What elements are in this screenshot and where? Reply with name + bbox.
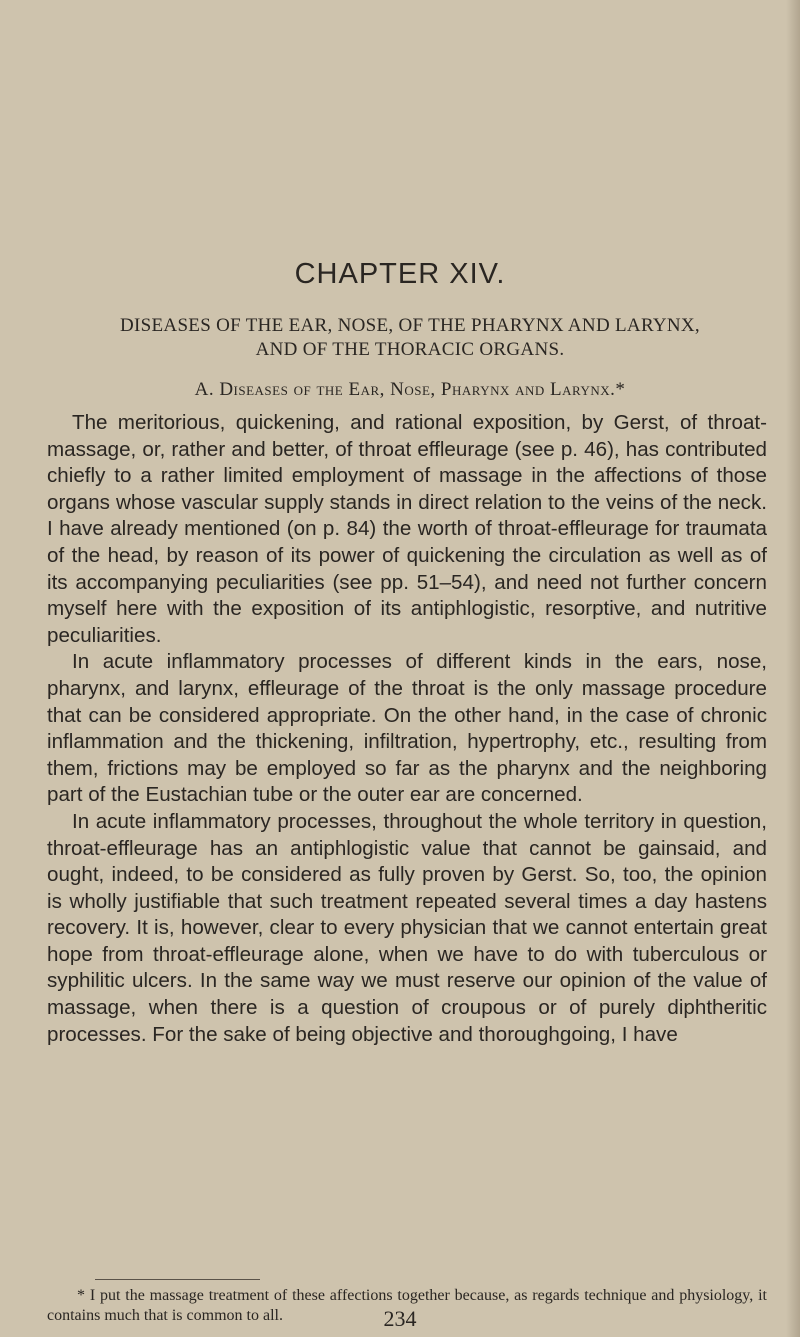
body-text xyxy=(47,410,767,1048)
footnote-divider xyxy=(95,1279,260,1280)
paragraph: In acute inflammatory processes, throughout the whole territory in question, throat-effleurage has an antiphlogistic value that cannot be gainsaid, and ought, indeed, to be considered as fully proven by Gerst. So, too, the opinion is wholly justifiable that such treatment repeated several times a day hastens recovery. It is, however, clear to every physician that we cannot entertain great hope from throat-effleurage alone, when we have to do with tuberculous or syphilitic ulcers. In the same way we must reserve our opinion of the value of massage, when there is a question of croupous or of purely diphtheritic processes. For the sake of being objective and thoroughgoing, I have xyxy=(47,809,767,1046)
paragraph: The meritorious, quickening, and rational exposition, by Gerst, of throat-massage, or, rather and better, of throat effleurage (see p. 46), has contributed chiefly to a rather limited employment of massage in the affections of those organs whose vascular supply stands in direct relation to the veins of the neck. I have already mentioned (on p. 84) the worth of throat-effleurage for traumata of the head, by reason of its power of quickening the circulation as well as of its accompanying peculiarities (see pp. 51–54), and need not further concern myself here with the exposition of its antiphlogistic, resorptive, and nutritive peculiarities. xyxy=(47,411,767,647)
footnote: * I put the massage treatment of these affections together because, as regards technique and physiology, it contains much that is common to all. xyxy=(47,1287,767,1324)
paragraph: In acute inflammatory processes of different kinds in the ears, nose, pharynx, and larynx, effleurage of the throat is the only massage procedure that can be considered appropriate. On the other hand, in the case of chronic inflammation and the thickening, infiltration, hypertrophy, etc., resulting from them, frictions may be employed so far as the pharynx and the neighboring part of the Eustachian tube or the outer ear are concerned. xyxy=(47,650,767,807)
subtitle-line-2: AND OF THE THORACIC ORGANS. xyxy=(255,339,565,360)
subtitle-line-1: DISEASES OF THE EAR, NOSE, OF THE PHARYNX AND LARYNX, xyxy=(120,315,700,336)
page-number: 234 xyxy=(383,1306,417,1331)
section-heading: A. Diseases of the Ear, Nose, Pharynx and Larynx.* xyxy=(194,379,626,400)
page-edge-shadow xyxy=(786,0,800,1337)
chapter-title: CHAPTER XIV. xyxy=(294,258,506,290)
chapter-subtitle xyxy=(60,314,760,362)
